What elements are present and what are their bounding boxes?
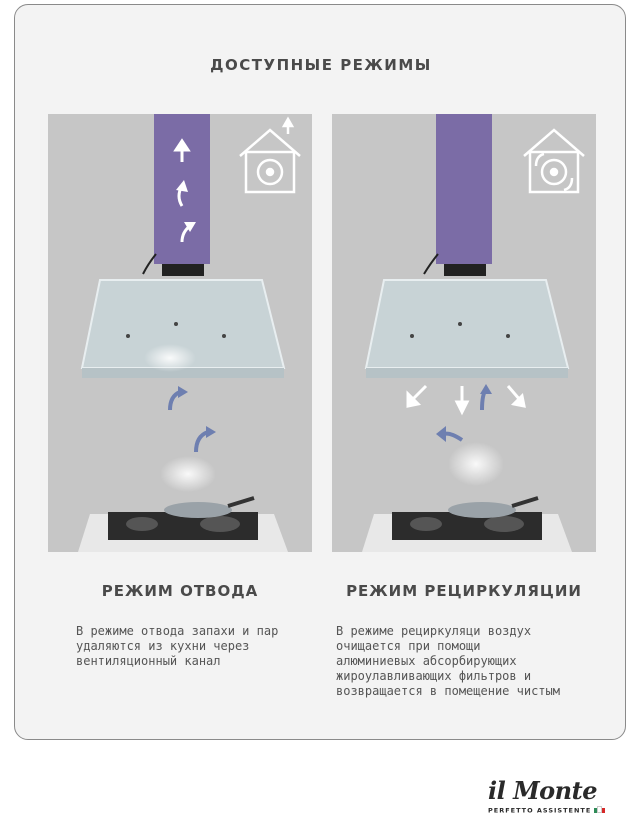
recirculation-mode-title: РЕЖИМ РЕЦИРКУЛЯЦИИ (346, 582, 582, 600)
page-title: ДОСТУПНЫЕ РЕЖИМЫ (210, 56, 432, 74)
exhaust-mode-image (48, 114, 312, 552)
recirculation-mode-description: В режиме рециркуляци воздух очищается при помощи алюминиевых абсорбирующих жироулавливающих фильтров и возвращается в помещение чистым (336, 624, 560, 698)
italy-flag-icon (594, 806, 605, 815)
pan (164, 502, 232, 518)
recirculation-mode-image (332, 114, 596, 552)
exhaust-mode-description: В режиме отвода запахи и пар удаляются из кухни через вентиляционный канал (76, 624, 279, 668)
brand-tagline: PERFETTO ASSISTENTE (488, 806, 606, 815)
brand-logo (488, 778, 606, 822)
brand-name: il Monte (488, 776, 597, 805)
pan (448, 502, 516, 518)
exhaust-mode-title: РЕЖИМ ОТВОДА (101, 582, 259, 600)
duct (436, 114, 492, 264)
hood (366, 280, 568, 368)
